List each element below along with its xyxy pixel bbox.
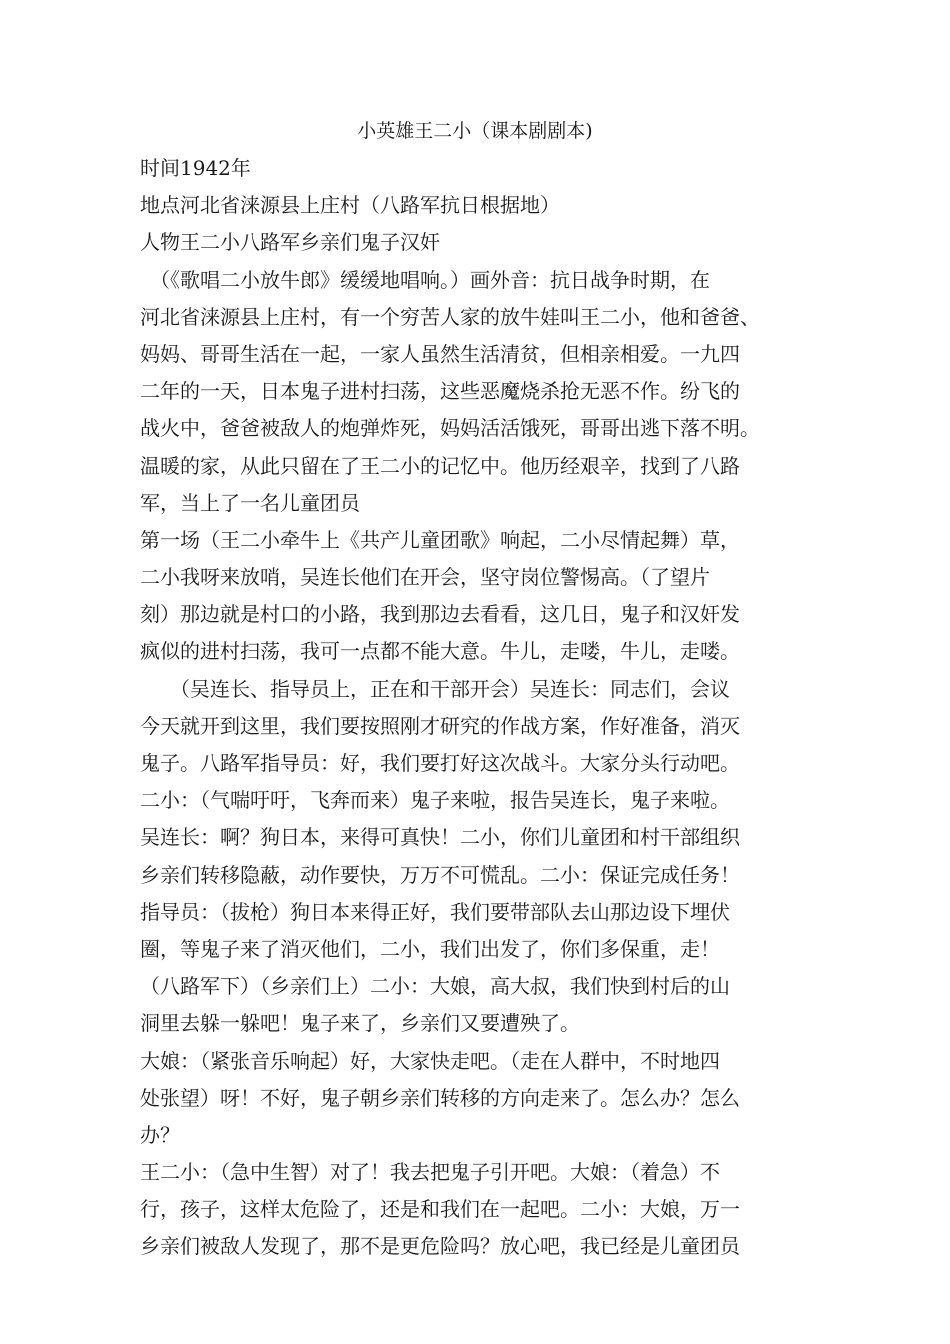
text-line: 河北省涞源县上庄村，有一个穷苦人家的放牛娃叫王二小，他和爸爸、 [140, 304, 760, 329]
text-line: 战火中，爸爸被敌人的炮弹炸死，妈妈活活饿死，哥哥出逃下落不明。 [140, 416, 760, 441]
text-line: （吴连长、指导员上，正在和干部开会）吴连长：同志们，会议 [140, 676, 730, 701]
text-line: 二年的一天，日本鬼子进村扫荡，这些恶魔烧杀抢无恶不作。纷飞的 [140, 379, 740, 404]
text-line: 洞里去躲一躲吧！鬼子来了，乡亲们又要遭殃了。 [140, 1011, 580, 1036]
text-line: 乡亲们转移隐蔽，动作要快，万万不可慌乱。二小：保证完成任务！ [140, 862, 740, 887]
text-line: 指导员：（拔枪）狗日本来得正好，我们要带部队去山那边设下埋伏 [140, 899, 730, 924]
text-line: 今天就开到这里，我们要按照刚才研究的作战方案，作好准备，消灭 [140, 713, 740, 738]
text-line: 时间1942年 [140, 156, 251, 180]
text-line: 大娘：（紧张音乐响起）好，大家快走吧。（走在人群中，不时地四 [140, 1048, 720, 1073]
text-line: 处张望）呀！不好，鬼子朝乡亲们转移的方向走来了。怎么办？怎么 [140, 1085, 740, 1110]
text-line: 王二小：（急中生智）对了！我去把鬼子引开吧。大娘：（着急）不 [140, 1160, 720, 1185]
document-title: 小英雄王二小（课本剧剧本) [357, 120, 593, 142]
document-body [140, 150, 840, 1266]
text-line: （《歌唱二小放牛郎》缓缓地唱响。）画外音：抗日战争时期，在 [140, 267, 710, 292]
text-line: 温暖的家，从此只留在了王二小的记忆中。他历经艰辛，找到了八路 [140, 453, 740, 478]
text-line: 妈妈、哥哥生活在一起，一家人虽然生活清贫，但相亲相爱。一九四 [140, 341, 740, 366]
text-line: 刻）那边就是村口的小路，我到那边去看看，这几日，鬼子和汉奸发 [140, 602, 740, 627]
text-line: 人物王二小八路军乡亲们鬼子汉奸 [140, 230, 440, 255]
text-line: 办？ [140, 1122, 180, 1147]
text-line: 行，孩子，这样太危险了，还是和我们在一起吧。二小：大娘，万一 [140, 1197, 740, 1222]
text-line: 吴连长：啊？狗日本，来得可真快！二小，你们儿童团和村干部组织 [140, 825, 740, 850]
text-line: 地点河北省涞源县上庄村（八路军抗日根据地） [140, 193, 560, 218]
text-line: 二小我呀来放哨，吴连长他们在开会，坚守岗位警惕高。（了望片 [140, 565, 710, 590]
text-line: 军，当上了一名儿童团员 [140, 490, 360, 515]
text-line: 疯似的进村扫荡，我可一点都不能大意。牛儿，走喽，牛儿，走喽。 [140, 639, 740, 664]
text-line: 乡亲们被敌人发现了，那不是更危险吗？放心吧，我已经是儿童团员 [140, 1234, 740, 1259]
text-line: 第一场（王二小牵牛上《共产儿童团歌》响起，二小尽情起舞）草， [140, 527, 740, 552]
text-line: 圈，等鬼子来了消灭他们，二小，我们出发了，你们多保重，走！ [140, 936, 720, 961]
text-line: （八路军下）（乡亲们上）二小：大娘，高大叔，我们快到村后的山 [140, 974, 730, 999]
text-line: 二小：（气喘吁吁，飞奔而来）鬼子来啦，报告吴连长，鬼子来啦。 [140, 788, 730, 813]
text-line: 鬼子。八路军指导员：好，我们要打好这次战斗。大家分头行动吧。 [140, 751, 740, 775]
